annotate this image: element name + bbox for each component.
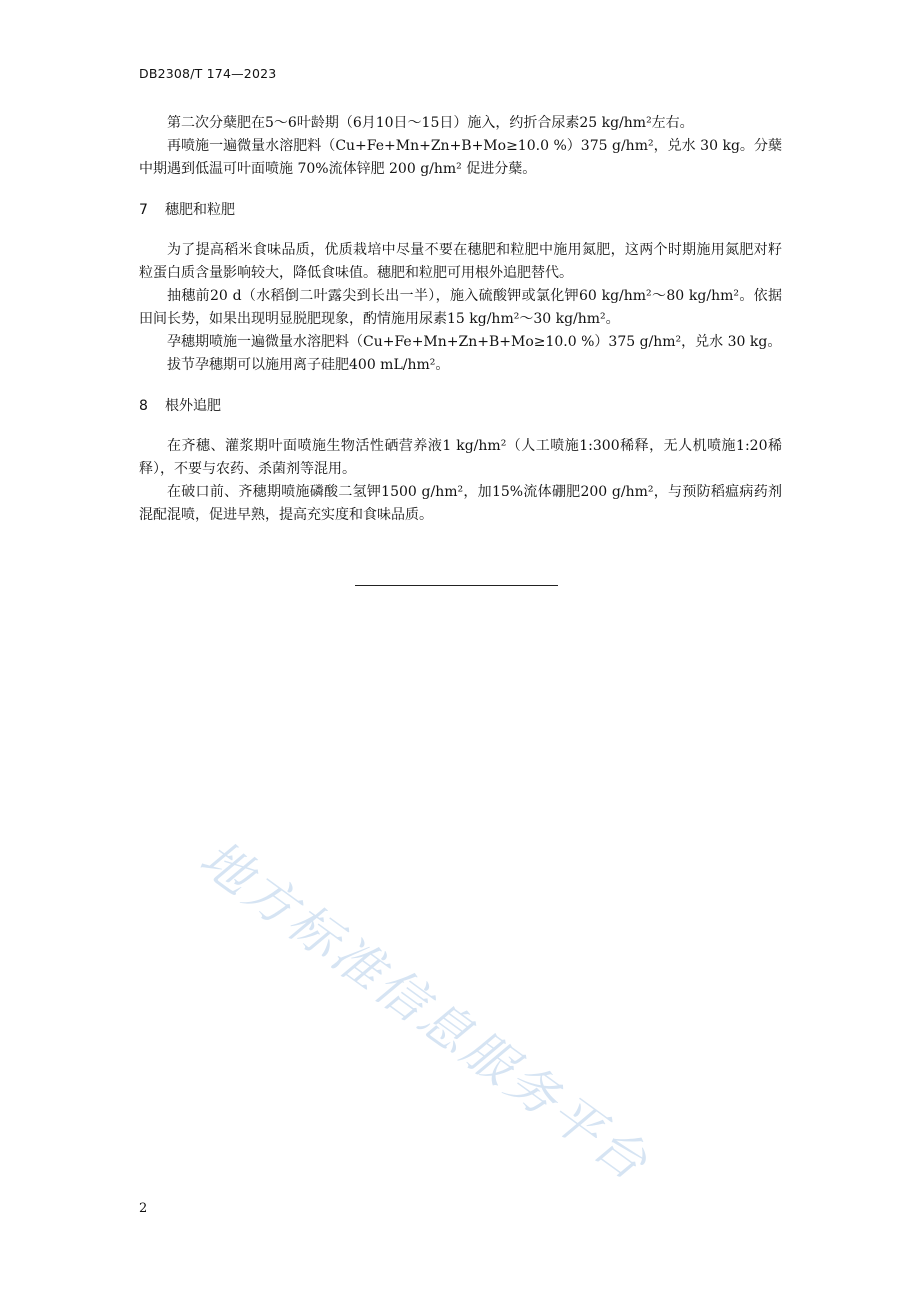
standard-number: DB2308/T 174—2023 bbox=[139, 66, 277, 81]
paragraph: 孕穗期喷施一遍微量水溶肥料（Cu+Fe+Mn+Zn+B+Mo≥10.0 %）375 g/hm²，兑水 30 kg。 bbox=[167, 334, 782, 350]
section-heading-7 bbox=[139, 199, 782, 222]
section-number: 8 bbox=[139, 398, 148, 414]
paragraph: 拔节孕穗期可以施用离子硅肥400 mL/hm²。 bbox=[167, 357, 450, 373]
paragraph: 为了提高稻米食味品质，优质栽培中尽量不要在穗肥和粒肥中施用氮肥，这两个时期施用氮肥对籽粒蛋白质含量影响较大，降低食味值。穗肥和粒肥可用根外追肥替代。 bbox=[139, 242, 782, 281]
paragraph: 在破口前、齐穗期喷施磷酸二氢钾1500 g/hm²，加15%流体硼肥200 g/hm²，与预防稻瘟病药剂混配混喷，促进早熟，提高充实度和食味品质。 bbox=[139, 484, 782, 523]
end-of-document-rule bbox=[355, 585, 558, 586]
paragraph: 再喷施一遍微量水溶肥料（Cu+Fe+Mn+Zn+B+Mo≥10.0 %）375 g/hm²，兑水 30 kg。分蘖中期遇到低温可叶面喷施 70%流体锌肥 200 g/hm² 促进分蘖。 bbox=[139, 138, 782, 177]
paragraph: 第二次分蘖肥在5～6叶龄期（6月10日～15日）施入，约折合尿素25 kg/hm²左右。 bbox=[167, 115, 694, 131]
document-body bbox=[139, 112, 782, 527]
page-number: 2 bbox=[139, 1201, 148, 1216]
section-title: 根外追肥 bbox=[165, 398, 221, 414]
section-title: 穗肥和粒肥 bbox=[165, 202, 235, 218]
section-heading-8 bbox=[139, 395, 782, 418]
watermark: 地方标准信息服务平台 bbox=[189, 828, 661, 1194]
section-number: 7 bbox=[139, 202, 148, 218]
paragraph: 抽穗前20 d（水稻倒二叶露尖到长出一半），施入硫酸钾或氯化钾60 kg/hm²～80 kg/hm²。依据田间长势，如果出现明显脱肥现象，酌情施用尿素15 kg/hm²～30 kg/hm²。 bbox=[139, 288, 782, 327]
paragraph: 在齐穗、灌浆期叶面喷施生物活性硒营养液1 kg/hm²（人工喷施1:300稀释，无人机喷施1:20稀释），不要与农药、杀菌剂等混用。 bbox=[139, 438, 782, 477]
